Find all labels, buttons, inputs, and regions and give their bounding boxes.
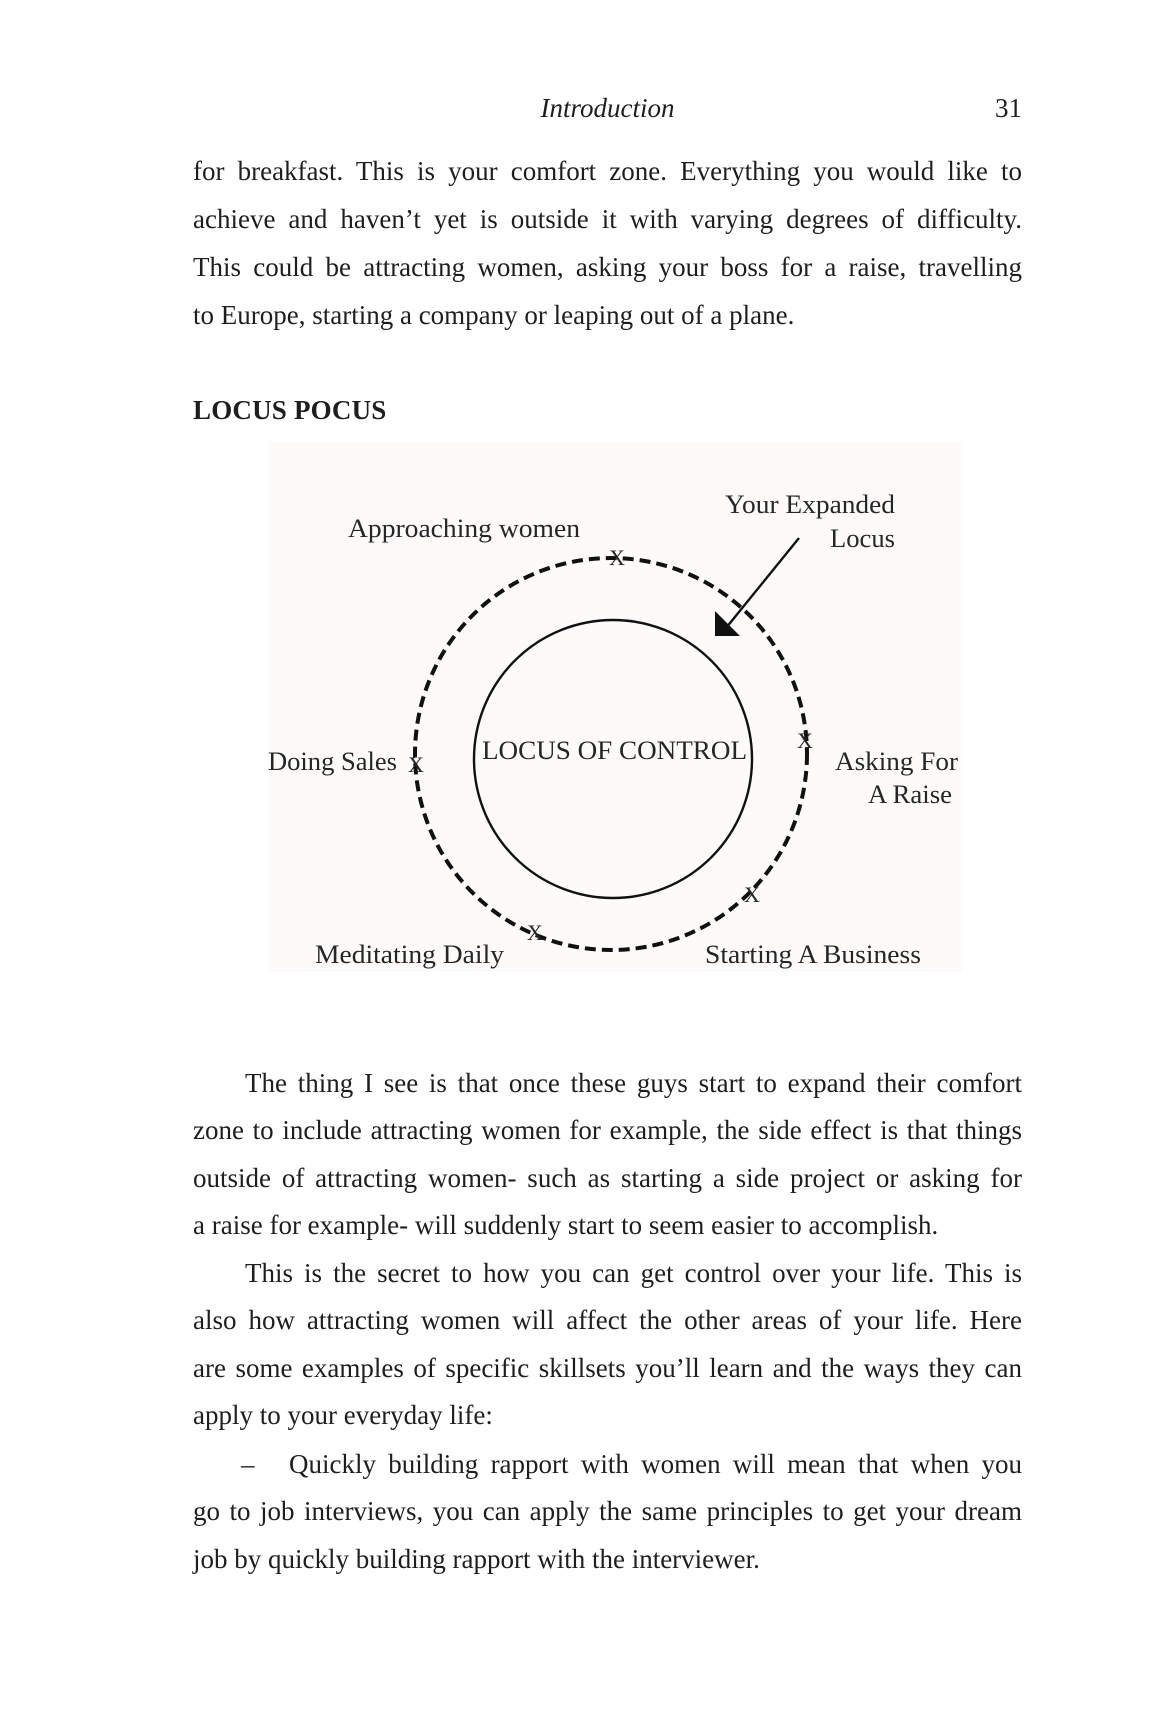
text-line: This is the secret to how you can get control over your life. This is: [245, 1258, 1022, 1288]
label-doing-sales: Doing Sales: [268, 747, 397, 776]
marker-approaching-women: X: [609, 545, 625, 570]
arrow-label-line-2: Locus: [830, 524, 895, 553]
text-line: job by quickly building rapport with the interviewer.: [193, 1544, 760, 1574]
arrow-label-line-1: Your Expanded: [725, 490, 895, 519]
text-line: to Europe, starting a company or leaping out of a plane.: [193, 300, 795, 330]
inner-circle-label: LOCUS OF CONTROL: [482, 736, 747, 765]
label-approaching-women: Approaching women: [348, 514, 580, 543]
label-asking-for: Asking For: [835, 747, 959, 776]
text-line: This could be attracting women, asking your boss for a raise, travelling: [193, 252, 1022, 282]
text-line: achieve and haven’t yet is outside it with varying degrees of difficulty.: [193, 204, 1022, 234]
text-line: go to job interviews, you can apply the same principles to get your dream: [193, 1496, 1022, 1526]
marker-meditating-daily: X: [527, 920, 543, 945]
label-starting-a-business: Starting A Business: [705, 940, 921, 969]
text-line: outside of attracting women- such as starting a side project or asking for: [193, 1163, 1022, 1193]
marker-doing-sales: X: [408, 752, 424, 777]
text-line: The thing I see is that once these guys start to expand their comfort: [245, 1068, 1022, 1098]
text-line: for breakfast. This is your comfort zone. Everything you would like to: [193, 156, 1022, 186]
text-line: also how attracting women will affect the other areas of your life. Here: [193, 1305, 1022, 1335]
text-line: apply to your everyday life:: [193, 1400, 493, 1430]
marker-asking-for-a-raise: X: [797, 728, 813, 753]
label-meditating-daily: Meditating Daily: [315, 940, 504, 969]
section-heading: LOCUS POCUS: [193, 395, 387, 425]
page-number: 31: [995, 93, 1022, 123]
list-bullet: –: [241, 1449, 255, 1479]
text-line: are some examples of specific skillsets you’ll learn and the ways they can: [193, 1353, 1022, 1383]
label-a-raise: A Raise: [868, 780, 952, 809]
text-line: zone to include attracting women for example, the side effect is that things: [193, 1115, 1022, 1145]
marker-starting-a-business: X: [744, 882, 760, 907]
running-title: Introduction: [540, 93, 675, 123]
text-line: a raise for example- will suddenly start to seem easier to accomplish.: [193, 1210, 939, 1240]
text-line: Quickly building rapport with women will mean that when you: [289, 1449, 1022, 1479]
